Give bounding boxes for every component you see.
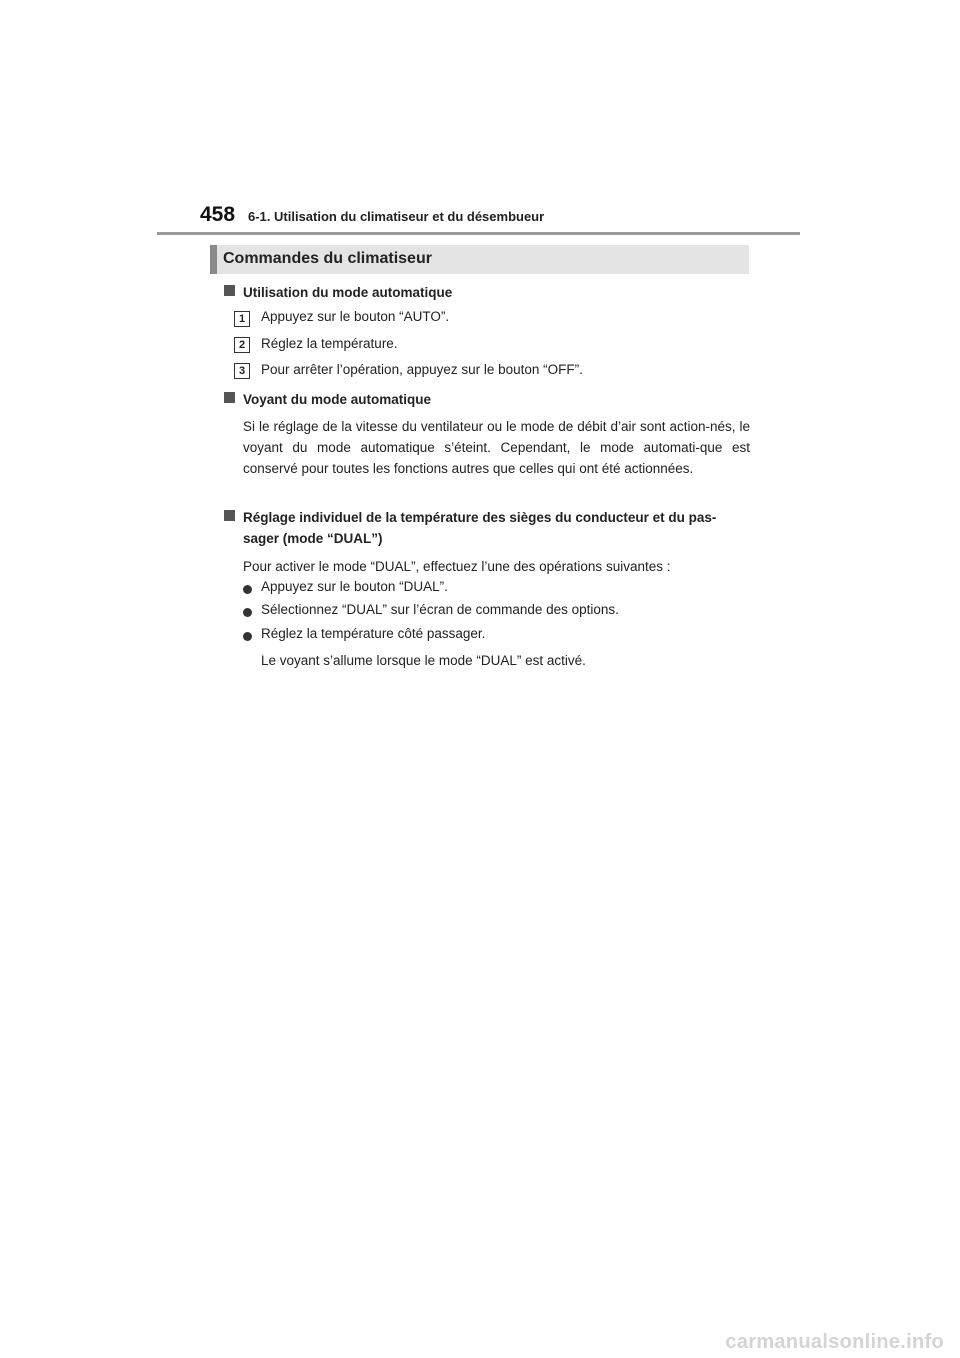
square-bullet-icon [224, 285, 235, 296]
dual-bullet-3: Réglez la température côté passager. [261, 626, 486, 641]
dual-intro: Pour activer le mode “DUAL”, effectuez l’une des opérations suivantes : [243, 559, 671, 574]
step-number-1: 1 [234, 311, 250, 327]
indicator-heading: Voyant du mode automatique [243, 392, 432, 407]
dual-heading-line1: Réglage individuel de la température des sièges du conducteur et du pas- [243, 510, 717, 525]
step-text-3: Pour arrêter l’opération, appuyez sur le bouton “OFF”. [261, 362, 583, 377]
step-number-3: 3 [234, 363, 250, 379]
watermark: carmanualsonline.info [725, 1331, 944, 1353]
dual-bullet-2: Sélectionnez “DUAL” sur l’écran de commande des options. [261, 602, 619, 617]
step-number-2: 2 [234, 337, 250, 353]
section-title: Commandes du climatiseur [223, 250, 432, 267]
dual-heading-row [224, 507, 750, 528]
indicator-body: Si le réglage de la vitesse du ventilateur ou le mode de débit d’air sont action-nés, le voyant du mode automatique s’éteint. Cependant, le mode automati-que est conservé pour toutes les fonctions autres que celles qui ont été actionnées. [243, 419, 750, 476]
bullet-dot-icon [243, 632, 252, 641]
dual-note: Le voyant s’allume lorsque le mode “DUAL” est activé. [261, 653, 586, 668]
step-text-2: Réglez la température. [261, 336, 398, 351]
indicator-heading-row [224, 389, 750, 410]
bullet-dot-icon [243, 608, 252, 617]
header-rule [157, 232, 800, 235]
dual-heading-line2: sager (mode “DUAL”) [243, 531, 383, 546]
running-head: 6-1. Utilisation du climatiseur et du désembueur [248, 209, 545, 224]
page-number: 458 [200, 203, 236, 226]
square-bullet-icon [224, 510, 235, 521]
section-header [210, 245, 749, 274]
square-bullet-icon [224, 392, 235, 403]
bullet-dot-icon [243, 585, 252, 594]
step-text-1: Appuyez sur le bouton “AUTO”. [261, 309, 450, 324]
dual-bullet-1: Appuyez sur le bouton “DUAL”. [261, 579, 448, 594]
auto-mode-heading-row [224, 282, 750, 303]
auto-mode-heading: Utilisation du mode automatique [243, 285, 453, 300]
